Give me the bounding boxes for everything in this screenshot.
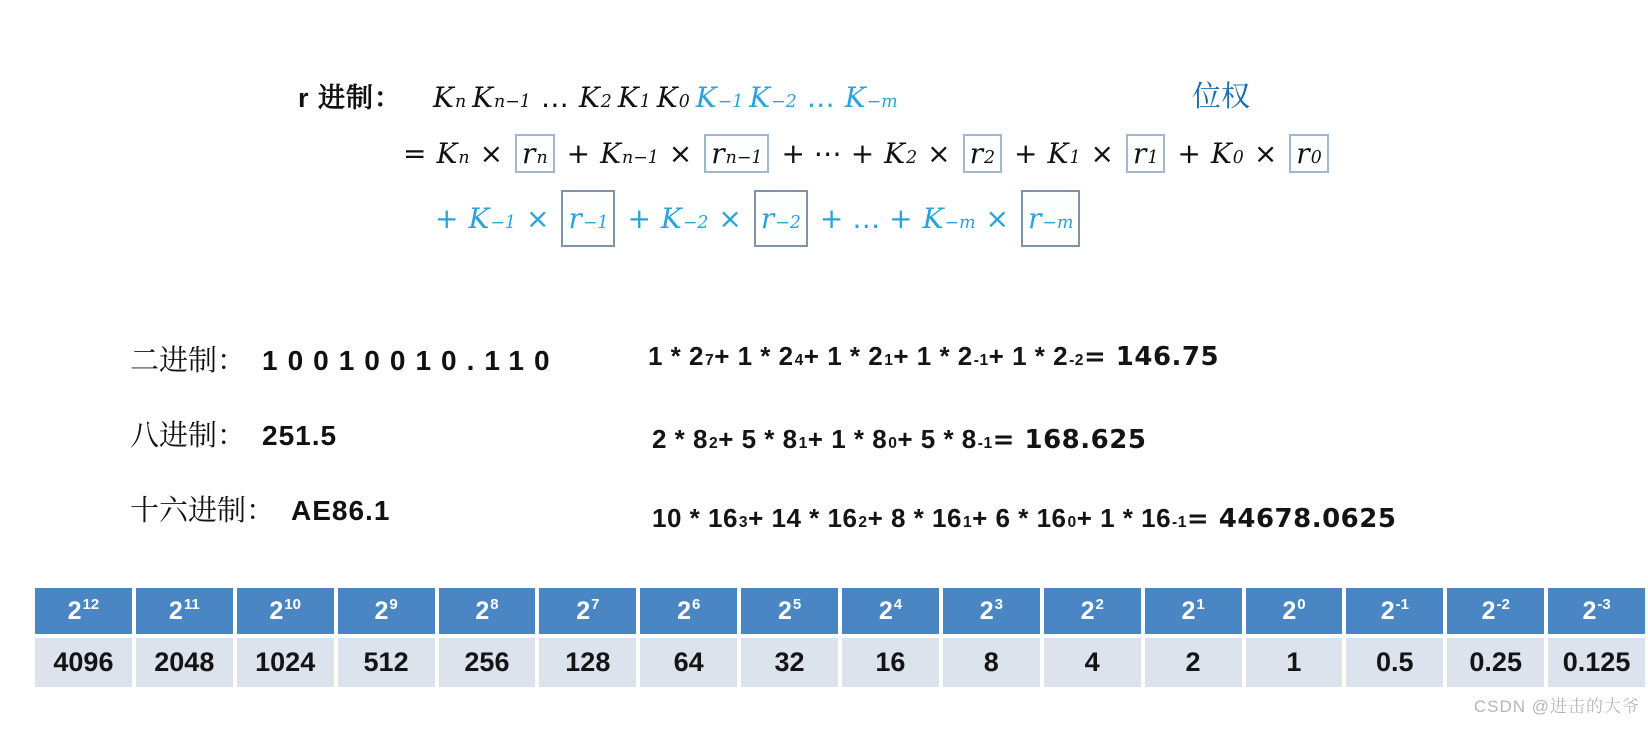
- math-operator: ×: [718, 202, 742, 235]
- octal-label: 八进制：: [130, 420, 247, 452]
- math-term: K 1: [617, 81, 651, 114]
- power-table: [35, 588, 1645, 687]
- power-table-value-cell: 1: [1246, 638, 1343, 687]
- power-table-header-cell: 2 $^{-3}$: [1548, 588, 1645, 634]
- math-operator: +: [435, 202, 459, 235]
- octal-calculation: [652, 424, 1146, 455]
- math-operator: = 146.75: [1083, 342, 1220, 372]
- power-table-header-cell: 2 $^3$: [943, 588, 1040, 634]
- math-operator: ×: [668, 137, 693, 170]
- math-term: r −2: [754, 190, 808, 247]
- math-term: K −1: [468, 202, 516, 235]
- math-term: K n: [436, 137, 470, 170]
- power-table-value-cell: 0.25: [1447, 638, 1544, 687]
- math-operator: ×: [479, 137, 504, 170]
- math-operator: +: [1014, 137, 1038, 170]
- math-term: K −m: [922, 202, 976, 235]
- bit-weight-label: 位权: [1192, 81, 1251, 113]
- power-table-header-cell: 2 $^1$: [1145, 588, 1242, 634]
- power-table-value-cell: 16: [842, 638, 939, 687]
- power-table-header-cell: 2 $^8$: [439, 588, 536, 634]
- power-table-header-cell: 2 $^{11}$: [136, 588, 233, 634]
- power-table-header-cell: 2 $^5$: [741, 588, 838, 634]
- power-table-header-cell: 2 $^{10}$: [237, 588, 334, 634]
- math-term: K n−1: [472, 81, 531, 114]
- math-term: K 1: [1047, 137, 1081, 170]
- hex-calculation: [652, 503, 1396, 534]
- math-term: r 2: [963, 134, 1002, 173]
- octal-value: 251.5: [262, 420, 338, 451]
- power-table-value-cell: 128: [539, 638, 636, 687]
- math-term: r −m: [1021, 190, 1080, 247]
- math-term: 2 * 8 2: [652, 424, 719, 454]
- math-operator: = 168.625: [992, 425, 1147, 455]
- math-term: + 6 * 16 0: [972, 503, 1077, 533]
- power-table-value-cell: 64: [640, 638, 737, 687]
- binary-value: 10010010.110: [262, 345, 560, 376]
- math-term: r 0: [1289, 134, 1328, 173]
- binary-example-row: [130, 338, 560, 379]
- math-operator: ×: [985, 202, 1010, 235]
- binary-label: 二进制：: [130, 345, 247, 377]
- math-term: + 1 * 8 0: [807, 424, 898, 454]
- math-operator: +: [566, 137, 591, 170]
- math-operator: ×: [1253, 137, 1278, 170]
- math-term: r n−1: [704, 134, 769, 173]
- power-table-header-cell: 2 $^0$: [1246, 588, 1343, 634]
- watermark: CSDN @进击的大爷: [1473, 697, 1640, 716]
- math-term: K −m: [844, 81, 898, 114]
- math-term: K n: [433, 81, 467, 114]
- power-table-header-cell: 2 $^4$: [842, 588, 939, 634]
- math-term: 10 * 16 3: [652, 503, 749, 533]
- hex-value: AE86.1: [291, 495, 391, 526]
- power-table-header-cell: 2 $^{-1}$: [1346, 588, 1443, 634]
- power-table-value-cell: 8: [943, 638, 1040, 687]
- math-term: + 1 * 2 -1: [893, 341, 989, 371]
- power-table-value-cell: 256: [439, 638, 536, 687]
- math-term: r −1: [561, 190, 615, 247]
- power-table-value-cell: 4096: [35, 638, 132, 687]
- math-term: K −2: [660, 202, 709, 235]
- power-table-value-cell: 0.125: [1548, 638, 1645, 687]
- octal-example-row: [130, 413, 337, 454]
- math-term: K 0: [656, 81, 690, 114]
- math-operator: …: [806, 81, 835, 114]
- power-table-header-cell: 2 $^{-2}$: [1447, 588, 1544, 634]
- math-term: + 1 * 2 -2: [988, 341, 1084, 371]
- math-operator: +: [627, 202, 651, 235]
- math-term: r 1: [1126, 134, 1165, 173]
- math-term: + 5 * 8 1: [718, 424, 808, 454]
- math-operator: + ⋯ +: [781, 137, 875, 170]
- math-operator: ×: [927, 137, 951, 170]
- math-term: + 1 * 2 1: [803, 341, 894, 371]
- power-table-header-cell: 2 $^7$: [539, 588, 636, 634]
- power-table-value-cell: 0.5: [1346, 638, 1443, 687]
- power-table-header-cell: 2 $^{12}$: [35, 588, 132, 634]
- math-term: K −1: [695, 81, 744, 114]
- hex-example-row: [130, 488, 390, 529]
- power-table-header-cell: 2 $^6$: [640, 588, 737, 634]
- power-table-value-cell: 2048: [136, 638, 233, 687]
- formula-line-fraction-expansion: [428, 190, 1085, 247]
- power-table-value-cell: 32: [741, 638, 838, 687]
- math-operator: …: [540, 81, 569, 114]
- math-term: r n: [515, 134, 555, 173]
- math-term: + 1 * 2 4: [714, 341, 804, 371]
- formula-line-integer-expansion: [396, 134, 1334, 173]
- math-operator: + … +: [819, 202, 913, 235]
- math-term: K 2: [578, 81, 612, 114]
- radix-label: r 进制：: [298, 83, 403, 113]
- math-operator: ×: [1090, 137, 1114, 170]
- math-term: + 14 * 16 2: [748, 503, 868, 533]
- power-table-value-cell: 512: [338, 638, 435, 687]
- power-table-header-cell: 2 $^2$: [1044, 588, 1141, 634]
- math-operator: = 44678.0625: [1186, 504, 1397, 534]
- power-table-value-cell: 2: [1145, 638, 1242, 687]
- math-term: + 5 * 8 -1: [897, 424, 993, 454]
- math-term: 1 * 2 7: [648, 341, 715, 371]
- digit-sequence: [430, 81, 901, 114]
- binary-calculation: [648, 341, 1219, 372]
- math-operator: =: [403, 137, 427, 170]
- math-term: K 2: [884, 137, 918, 170]
- hex-label: 十六进制：: [130, 495, 276, 527]
- math-term: K n−1: [600, 137, 659, 170]
- math-term: K 0: [1210, 137, 1244, 170]
- power-table-value-cell: 1024: [237, 638, 334, 687]
- formula-line-digits: [298, 76, 901, 115]
- math-term: + 1 * 16 -1: [1076, 503, 1187, 533]
- math-operator: ×: [525, 202, 550, 235]
- math-term: K −2: [749, 81, 797, 114]
- power-table-header-cell: 2 $^9$: [338, 588, 435, 634]
- math-operator: +: [1177, 137, 1201, 170]
- power-table-value-cell: 4: [1044, 638, 1141, 687]
- math-term: + 8 * 16 1: [867, 503, 973, 533]
